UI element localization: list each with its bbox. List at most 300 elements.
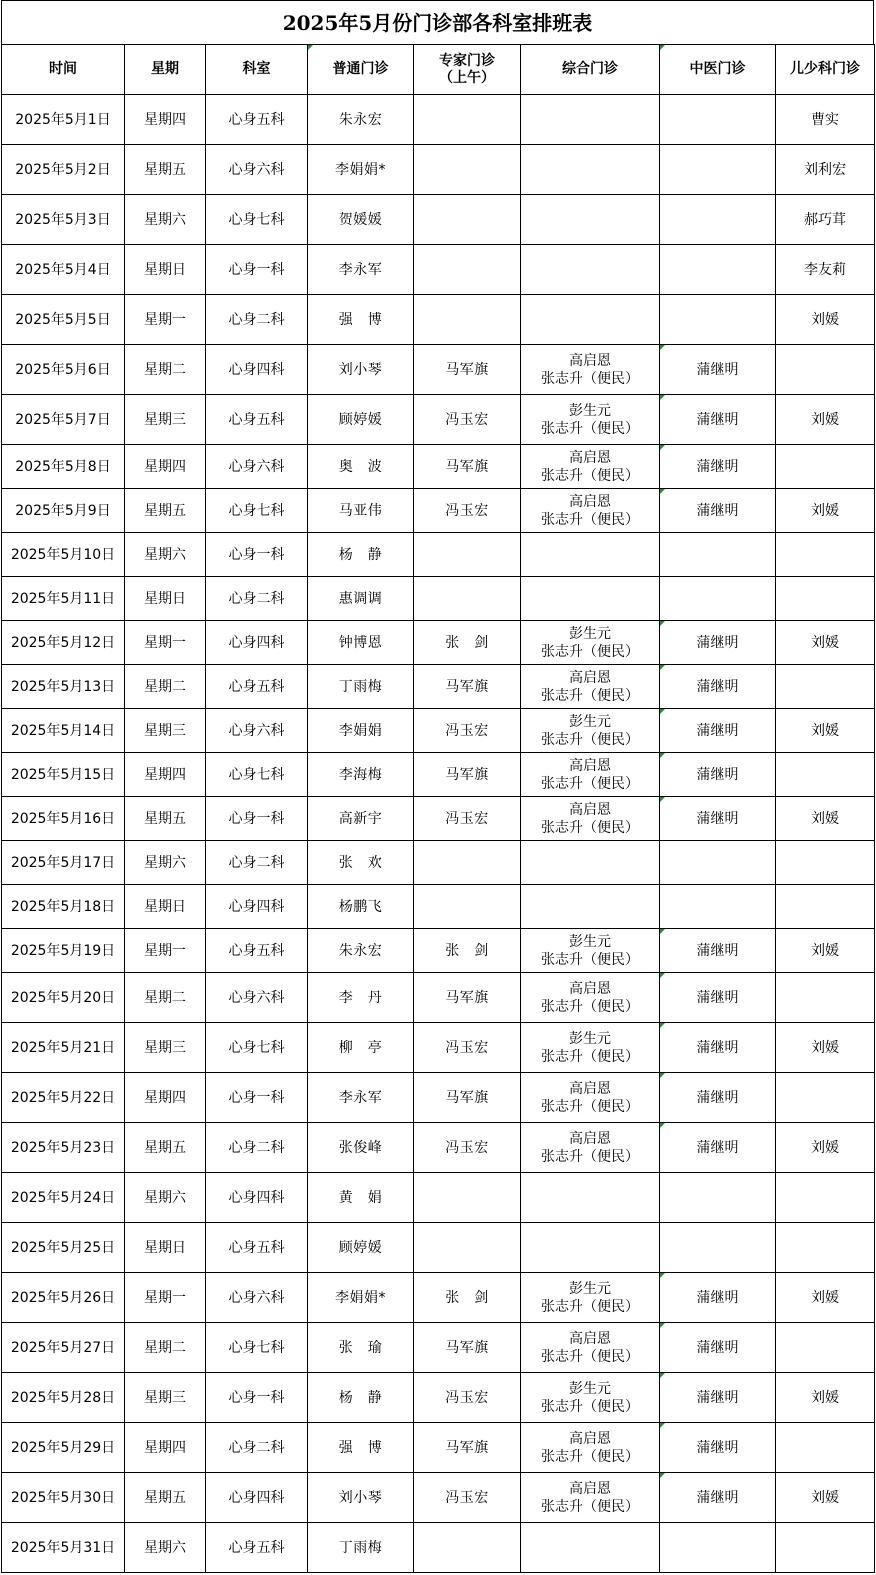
table-row	[2, 1323, 875, 1373]
cell-dept: 心身六科	[206, 1273, 308, 1323]
cell-comprehensive	[521, 1123, 660, 1173]
cell-dept: 心身七科	[206, 1323, 308, 1373]
cell-child	[776, 1423, 875, 1473]
comprehensive-line2: 张志升（便民）	[541, 1398, 639, 1415]
cell-dept: 心身七科	[206, 195, 308, 245]
cell-weekday: 星期二	[125, 1323, 206, 1373]
cell-weekday: 星期六	[125, 841, 206, 885]
cell-date: 2025年5月1日	[2, 95, 125, 145]
cell-child: 李友莉	[776, 245, 875, 295]
comprehensive-line2: 张志升（便民）	[541, 1148, 639, 1165]
comprehensive-line2: 张志升（便民）	[541, 511, 639, 528]
cell-dept: 心身五科	[206, 1523, 308, 1573]
comprehensive-line1: 高启恩	[569, 1480, 611, 1497]
cell-child	[776, 1323, 875, 1373]
cell-tcm	[660, 1523, 776, 1573]
cell-expert: 马军旗	[414, 445, 521, 489]
cell-expert: 马军旗	[414, 973, 521, 1023]
cell-dept: 心身七科	[206, 1023, 308, 1073]
cell-expert: 张 剑	[414, 1273, 521, 1323]
cell-weekday: 星期四	[125, 95, 206, 145]
cell-tcm	[660, 577, 776, 621]
cell-child	[776, 885, 875, 929]
cell-weekday: 星期一	[125, 1273, 206, 1323]
cell-expert: 马军旗	[414, 665, 521, 709]
header-comprehensive: 综合门诊	[521, 45, 660, 95]
table-row	[2, 885, 875, 929]
cell-date: 2025年5月21日	[2, 1023, 125, 1073]
cell-date: 2025年5月20日	[2, 973, 125, 1023]
table-row	[2, 1373, 875, 1423]
cell-comprehensive	[521, 1423, 660, 1473]
cell-general: 李海梅	[308, 753, 414, 797]
cell-date: 2025年5月16日	[2, 797, 125, 841]
table-row	[2, 489, 875, 533]
cell-date: 2025年5月9日	[2, 489, 125, 533]
header-weekday: 星期	[125, 45, 206, 95]
table-row	[2, 929, 875, 973]
comprehensive-line1: 彭生元	[569, 1280, 611, 1297]
cell-weekday: 星期三	[125, 709, 206, 753]
schedule-sheet	[1, 0, 874, 1573]
cell-date: 2025年5月25日	[2, 1223, 125, 1273]
cell-weekday: 星期一	[125, 621, 206, 665]
comprehensive-line2: 张志升（便民）	[541, 1498, 639, 1515]
cell-tcm: 蒲继明	[660, 445, 776, 489]
cell-general: 奥 波	[308, 445, 414, 489]
cell-expert: 冯玉宏	[414, 1473, 521, 1523]
cell-tcm: 蒲继明	[660, 753, 776, 797]
table-row	[2, 1423, 875, 1473]
cell-weekday: 星期四	[125, 1073, 206, 1123]
cell-dept: 心身一科	[206, 533, 308, 577]
cell-expert: 张 剑	[414, 929, 521, 973]
cell-comprehensive	[521, 489, 660, 533]
comprehensive-line2: 张志升（便民）	[541, 819, 639, 836]
cell-dept: 心身六科	[206, 145, 308, 195]
cell-comprehensive	[521, 195, 660, 245]
cell-dept: 心身五科	[206, 95, 308, 145]
cell-date: 2025年5月6日	[2, 345, 125, 395]
comprehensive-line2: 张志升（便民）	[541, 1448, 639, 1465]
cell-comprehensive	[521, 1373, 660, 1423]
cell-general: 杨 静	[308, 533, 414, 577]
cell-general: 强 博	[308, 1423, 414, 1473]
comprehensive-line1: 高启恩	[569, 1130, 611, 1147]
cell-dept: 心身五科	[206, 395, 308, 445]
table-row	[2, 1273, 875, 1323]
cell-date: 2025年5月31日	[2, 1523, 125, 1573]
cell-tcm: 蒲继明	[660, 929, 776, 973]
cell-dept: 心身二科	[206, 1123, 308, 1173]
cell-child	[776, 973, 875, 1023]
table-row	[2, 1073, 875, 1123]
cell-date: 2025年5月14日	[2, 709, 125, 753]
cell-date: 2025年5月19日	[2, 929, 125, 973]
cell-expert: 张 剑	[414, 621, 521, 665]
comprehensive-line2: 张志升（便民）	[541, 420, 639, 437]
cell-dept: 心身四科	[206, 885, 308, 929]
cell-comprehensive	[521, 345, 660, 395]
cell-expert	[414, 1173, 521, 1223]
cell-dept: 心身二科	[206, 1423, 308, 1473]
cell-dept: 心身五科	[206, 1223, 308, 1273]
cell-child: 刘媛	[776, 797, 875, 841]
cell-child: 刘媛	[776, 709, 875, 753]
cell-tcm: 蒲继明	[660, 1323, 776, 1373]
cell-date: 2025年5月22日	[2, 1073, 125, 1123]
cell-weekday: 星期三	[125, 1373, 206, 1423]
cell-weekday: 星期五	[125, 145, 206, 195]
cell-comprehensive	[521, 709, 660, 753]
cell-expert	[414, 295, 521, 345]
comprehensive-line2: 张志升（便民）	[541, 1048, 639, 1065]
cell-general: 贺媛媛	[308, 195, 414, 245]
cell-child: 刘媛	[776, 1023, 875, 1073]
cell-child	[776, 533, 875, 577]
cell-comprehensive	[521, 885, 660, 929]
cell-dept: 心身五科	[206, 929, 308, 973]
cell-general: 李永军	[308, 245, 414, 295]
cell-tcm: 蒲继明	[660, 665, 776, 709]
cell-expert	[414, 885, 521, 929]
header-expert-line2: （上午）	[439, 69, 495, 86]
cell-child: 刘媛	[776, 929, 875, 973]
cell-tcm	[660, 533, 776, 577]
comprehensive-line1: 彭生元	[569, 625, 611, 642]
comprehensive-line1: 高启恩	[569, 801, 611, 818]
cell-child: 刘媛	[776, 295, 875, 345]
cell-date: 2025年5月5日	[2, 295, 125, 345]
comprehensive-line1: 高启恩	[569, 449, 611, 466]
cell-expert	[414, 533, 521, 577]
comprehensive-line1: 高启恩	[569, 1330, 611, 1347]
cell-tcm: 蒲继明	[660, 1423, 776, 1473]
cell-comprehensive	[521, 1473, 660, 1523]
cell-child	[776, 1523, 875, 1573]
cell-dept: 心身六科	[206, 445, 308, 489]
cell-general: 张 欢	[308, 841, 414, 885]
cell-comprehensive	[521, 1273, 660, 1323]
cell-general: 李 丹	[308, 973, 414, 1023]
cell-dept: 心身四科	[206, 1473, 308, 1523]
cell-dept: 心身六科	[206, 709, 308, 753]
cell-tcm: 蒲继明	[660, 1373, 776, 1423]
table-row	[2, 95, 875, 145]
cell-expert: 马军旗	[414, 345, 521, 395]
schedule-body	[2, 95, 875, 1573]
cell-weekday: 星期六	[125, 533, 206, 577]
table-row	[2, 1473, 875, 1523]
comprehensive-line2: 张志升（便民）	[541, 467, 639, 484]
cell-comprehensive	[521, 841, 660, 885]
cell-child: 刘媛	[776, 621, 875, 665]
cell-child	[776, 1173, 875, 1223]
cell-tcm: 蒲继明	[660, 1073, 776, 1123]
table-row	[2, 1023, 875, 1073]
comprehensive-line1: 彭生元	[569, 402, 611, 419]
cell-expert	[414, 95, 521, 145]
table-row	[2, 145, 875, 195]
cell-tcm	[660, 245, 776, 295]
comprehensive-line2: 张志升（便民）	[541, 643, 639, 660]
cell-comprehensive	[521, 797, 660, 841]
cell-dept: 心身七科	[206, 753, 308, 797]
cell-child	[776, 1223, 875, 1273]
cell-weekday: 星期五	[125, 1473, 206, 1523]
cell-comprehensive	[521, 1323, 660, 1373]
cell-tcm: 蒲继明	[660, 1273, 776, 1323]
cell-comprehensive	[521, 929, 660, 973]
cell-expert	[414, 1523, 521, 1573]
cell-general: 刘小琴	[308, 345, 414, 395]
cell-dept: 心身四科	[206, 1173, 308, 1223]
cell-weekday: 星期三	[125, 1023, 206, 1073]
header-expert	[414, 45, 521, 95]
cell-comprehensive	[521, 395, 660, 445]
comprehensive-line1: 彭生元	[569, 713, 611, 730]
cell-general: 刘小琴	[308, 1473, 414, 1523]
header-expert-line1: 专家门诊	[439, 52, 495, 69]
cell-expert	[414, 195, 521, 245]
cell-child	[776, 1073, 875, 1123]
comprehensive-line1: 高启恩	[569, 669, 611, 686]
cell-weekday: 星期日	[125, 1223, 206, 1273]
cell-weekday: 星期日	[125, 245, 206, 295]
comprehensive-line2: 张志升（便民）	[541, 1348, 639, 1365]
cell-expert: 马军旗	[414, 753, 521, 797]
cell-expert: 冯玉宏	[414, 709, 521, 753]
cell-comprehensive	[521, 533, 660, 577]
cell-child: 刘媛	[776, 1273, 875, 1323]
cell-weekday: 星期四	[125, 445, 206, 489]
cell-weekday: 星期二	[125, 345, 206, 395]
cell-general: 马亚伟	[308, 489, 414, 533]
cell-comprehensive	[521, 1223, 660, 1273]
cell-expert	[414, 577, 521, 621]
cell-dept: 心身五科	[206, 665, 308, 709]
cell-general: 强 博	[308, 295, 414, 345]
table-row	[2, 395, 875, 445]
cell-child: 刘媛	[776, 1373, 875, 1423]
cell-child	[776, 445, 875, 489]
cell-dept: 心身四科	[206, 621, 308, 665]
cell-tcm: 蒲继明	[660, 345, 776, 395]
cell-general: 朱永宏	[308, 929, 414, 973]
header-date: 时间	[2, 45, 125, 95]
cell-general: 朱永宏	[308, 95, 414, 145]
cell-tcm: 蒲继明	[660, 709, 776, 753]
cell-general: 高新宇	[308, 797, 414, 841]
cell-child: 刘媛	[776, 395, 875, 445]
cell-expert	[414, 145, 521, 195]
cell-general: 柳 亭	[308, 1023, 414, 1073]
cell-weekday: 星期六	[125, 195, 206, 245]
cell-date: 2025年5月8日	[2, 445, 125, 489]
cell-general: 李娟娟*	[308, 145, 414, 195]
cell-date: 2025年5月12日	[2, 621, 125, 665]
cell-comprehensive	[521, 95, 660, 145]
cell-weekday: 星期六	[125, 1523, 206, 1573]
cell-general: 张俊峰	[308, 1123, 414, 1173]
cell-comprehensive	[521, 577, 660, 621]
cell-child	[776, 345, 875, 395]
cell-general: 丁雨梅	[308, 1523, 414, 1573]
cell-general: 李娟娟*	[308, 1273, 414, 1323]
table-row	[2, 195, 875, 245]
cell-date: 2025年5月18日	[2, 885, 125, 929]
header-dept: 科室	[206, 45, 308, 95]
cell-weekday: 星期五	[125, 489, 206, 533]
cell-date: 2025年5月29日	[2, 1423, 125, 1473]
cell-general: 顾婷媛	[308, 1223, 414, 1273]
cell-expert: 马军旗	[414, 1323, 521, 1373]
table-row	[2, 665, 875, 709]
table-row	[2, 445, 875, 489]
cell-expert	[414, 1223, 521, 1273]
comprehensive-line1: 彭生元	[569, 1030, 611, 1047]
cell-dept: 心身一科	[206, 1373, 308, 1423]
table-row	[2, 1173, 875, 1223]
cell-tcm: 蒲继明	[660, 973, 776, 1023]
cell-expert: 马军旗	[414, 1073, 521, 1123]
header-tcm: 中医门诊	[660, 45, 776, 95]
cell-dept: 心身一科	[206, 797, 308, 841]
cell-tcm: 蒲继明	[660, 1473, 776, 1523]
table-row	[2, 577, 875, 621]
cell-general: 顾婷媛	[308, 395, 414, 445]
cell-tcm: 蒲继明	[660, 489, 776, 533]
cell-expert: 冯玉宏	[414, 1123, 521, 1173]
cell-date: 2025年5月30日	[2, 1473, 125, 1523]
header-row	[2, 45, 875, 95]
cell-tcm	[660, 145, 776, 195]
cell-weekday: 星期五	[125, 1123, 206, 1173]
cell-child	[776, 577, 875, 621]
table-row	[2, 1123, 875, 1173]
cell-general: 杨鹏飞	[308, 885, 414, 929]
comprehensive-line1: 高启恩	[569, 352, 611, 369]
comprehensive-line1: 彭生元	[569, 933, 611, 950]
cell-date: 2025年5月10日	[2, 533, 125, 577]
comprehensive-line2: 张志升（便民）	[541, 998, 639, 1015]
cell-tcm	[660, 295, 776, 345]
cell-date: 2025年5月17日	[2, 841, 125, 885]
cell-general: 杨 静	[308, 1373, 414, 1423]
cell-comprehensive	[521, 621, 660, 665]
cell-weekday: 星期日	[125, 885, 206, 929]
cell-expert	[414, 841, 521, 885]
cell-dept: 心身一科	[206, 1073, 308, 1123]
cell-tcm	[660, 1223, 776, 1273]
cell-comprehensive	[521, 753, 660, 797]
sheet-title: 2025年5月份门诊部各科室排班表	[1, 0, 874, 44]
cell-dept: 心身四科	[206, 345, 308, 395]
cell-tcm	[660, 885, 776, 929]
cell-child: 刘媛	[776, 1473, 875, 1523]
cell-tcm: 蒲继明	[660, 1023, 776, 1073]
table-row	[2, 295, 875, 345]
cell-tcm	[660, 95, 776, 145]
cell-weekday: 星期一	[125, 929, 206, 973]
cell-expert: 冯玉宏	[414, 395, 521, 445]
cell-child	[776, 753, 875, 797]
comprehensive-line2: 张志升（便民）	[541, 1098, 639, 1115]
cell-dept: 心身二科	[206, 841, 308, 885]
comprehensive-line2: 张志升（便民）	[541, 951, 639, 968]
cell-child: 曹实	[776, 95, 875, 145]
cell-comprehensive	[521, 1173, 660, 1223]
cell-expert: 冯玉宏	[414, 1373, 521, 1423]
comprehensive-line2: 张志升（便民）	[541, 370, 639, 387]
cell-comprehensive	[521, 245, 660, 295]
comprehensive-line1: 彭生元	[569, 1380, 611, 1397]
cell-dept: 心身一科	[206, 245, 308, 295]
cell-dept: 心身二科	[206, 577, 308, 621]
table-row	[2, 709, 875, 753]
comprehensive-line2: 张志升（便民）	[541, 1298, 639, 1315]
comprehensive-line1: 高启恩	[569, 493, 611, 510]
cell-weekday: 星期一	[125, 295, 206, 345]
cell-comprehensive	[521, 665, 660, 709]
cell-dept: 心身二科	[206, 295, 308, 345]
cell-comprehensive	[521, 145, 660, 195]
cell-tcm	[660, 841, 776, 885]
comprehensive-line2: 张志升（便民）	[541, 731, 639, 748]
cell-date: 2025年5月23日	[2, 1123, 125, 1173]
cell-expert	[414, 245, 521, 295]
cell-date: 2025年5月4日	[2, 245, 125, 295]
cell-general: 黄 娟	[308, 1173, 414, 1223]
cell-date: 2025年5月15日	[2, 753, 125, 797]
comprehensive-line2: 张志升（便民）	[541, 775, 639, 792]
table-row	[2, 973, 875, 1023]
cell-comprehensive	[521, 1523, 660, 1573]
cell-expert: 马军旗	[414, 1423, 521, 1473]
cell-expert: 冯玉宏	[414, 797, 521, 841]
comprehensive-line1: 高启恩	[569, 980, 611, 997]
cell-date: 2025年5月26日	[2, 1273, 125, 1323]
table-row	[2, 841, 875, 885]
cell-child: 刘利宏	[776, 145, 875, 195]
cell-date: 2025年5月3日	[2, 195, 125, 245]
cell-date: 2025年5月27日	[2, 1323, 125, 1373]
table-row	[2, 753, 875, 797]
cell-date: 2025年5月13日	[2, 665, 125, 709]
cell-child	[776, 841, 875, 885]
cell-tcm	[660, 195, 776, 245]
cell-tcm: 蒲继明	[660, 621, 776, 665]
cell-weekday: 星期日	[125, 577, 206, 621]
cell-weekday: 星期四	[125, 1423, 206, 1473]
cell-date: 2025年5月28日	[2, 1373, 125, 1423]
cell-expert: 冯玉宏	[414, 1023, 521, 1073]
table-row	[2, 533, 875, 577]
cell-weekday: 星期四	[125, 753, 206, 797]
cell-general: 李娟娟	[308, 709, 414, 753]
cell-comprehensive	[521, 1023, 660, 1073]
cell-child: 刘媛	[776, 489, 875, 533]
cell-dept: 心身六科	[206, 973, 308, 1023]
cell-general: 钟博恩	[308, 621, 414, 665]
cell-comprehensive	[521, 1073, 660, 1123]
table-row	[2, 345, 875, 395]
table-row	[2, 1223, 875, 1273]
cell-comprehensive	[521, 973, 660, 1023]
table-row	[2, 797, 875, 841]
cell-weekday: 星期二	[125, 973, 206, 1023]
cell-tcm	[660, 1173, 776, 1223]
